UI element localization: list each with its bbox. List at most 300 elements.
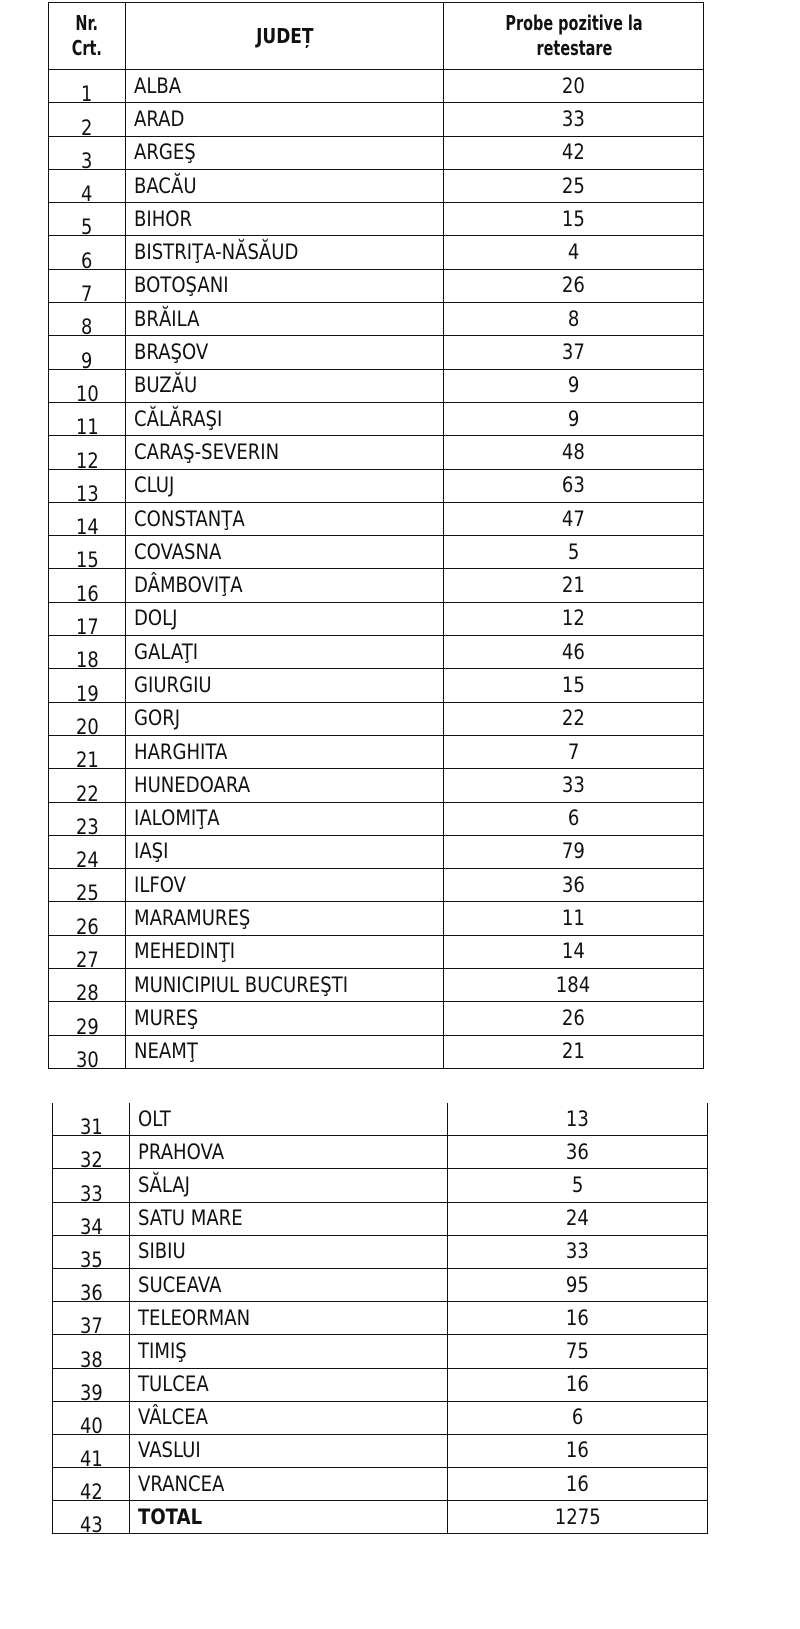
table-row (49, 70, 704, 103)
table-row (49, 236, 704, 269)
cell-value-text: 15 (561, 672, 585, 697)
table-row (49, 602, 704, 635)
cell-judet (126, 436, 444, 469)
cell-value-text: 184 (556, 972, 591, 997)
cell-nr-text: 28 (75, 981, 99, 1002)
cell-judet (130, 1302, 448, 1335)
cell-value (448, 1302, 708, 1335)
cell-value (444, 569, 704, 602)
cell-nr (49, 769, 126, 802)
cell-value-text: 21 (561, 1039, 585, 1064)
cell-judet (126, 935, 444, 968)
cell-nr-text: 42 (79, 1480, 103, 1501)
cell-value (444, 669, 704, 702)
cell-value (444, 469, 704, 502)
table-row (53, 1169, 708, 1202)
table-row (49, 802, 704, 835)
cell-nr-text: 21 (75, 748, 99, 769)
cell-nr-text: 29 (75, 1014, 99, 1036)
cell-judet (126, 203, 444, 236)
cell-judet-text: CĂLĂRAŞI (134, 406, 223, 431)
cell-nr (49, 969, 126, 1002)
cell-nr-text: 12 (75, 448, 99, 470)
cell-nr-text: 27 (75, 948, 99, 969)
cell-judet (126, 869, 444, 902)
cell-value-text: 95 (565, 1272, 589, 1297)
cell-nr-text: 18 (75, 648, 99, 669)
cell-judet-text: DOLJ (134, 606, 178, 631)
cell-nr (53, 1136, 130, 1169)
cell-value (444, 70, 704, 103)
cell-judet-text: BRAŞOV (134, 340, 209, 365)
cell-judet (126, 969, 444, 1002)
cell-judet-text: ALBA (134, 73, 182, 98)
cell-judet-text: ARGEŞ (134, 140, 196, 165)
cell-value-text: 7 (567, 739, 580, 764)
cell-judet (130, 1401, 448, 1434)
cell-value (448, 1235, 708, 1268)
cell-judet-text: BIHOR (134, 206, 193, 231)
cell-value (444, 103, 704, 136)
header-judet-label: JUDEȚ (255, 23, 314, 48)
cell-value (444, 502, 704, 535)
cell-value-text: 16 (565, 1438, 589, 1463)
cell-judet (126, 103, 444, 136)
table-row (49, 636, 704, 669)
cell-nr-text: 19 (75, 681, 99, 703)
cell-judet (126, 1035, 444, 1068)
table-row (53, 1368, 708, 1401)
cell-judet (126, 336, 444, 369)
table-row (49, 136, 704, 169)
cell-nr (49, 902, 126, 935)
cell-value (444, 802, 704, 835)
cell-judet-text: HUNEDOARA (134, 772, 251, 797)
table-row (53, 1302, 708, 1335)
cell-value-text: 12 (561, 606, 585, 631)
cell-nr-text: 26 (75, 914, 99, 936)
cell-nr (49, 469, 126, 502)
cell-nr-text: 37 (79, 1314, 103, 1335)
cell-value-text: 33 (561, 106, 585, 131)
cell-judet-text: PRAHOVA (138, 1139, 225, 1164)
header-nr-line2: Crt. (71, 36, 103, 60)
cell-value (444, 835, 704, 868)
cell-judet-text: MARAMUREŞ (134, 906, 251, 931)
cell-judet-text: CLUJ (134, 473, 175, 498)
cell-nr-text: 8 (81, 315, 93, 336)
cell-nr (49, 869, 126, 902)
cell-value-text: 22 (561, 706, 585, 731)
cell-nr (49, 336, 126, 369)
cell-value-text: 46 (561, 639, 585, 664)
cell-value-text: 75 (565, 1338, 589, 1363)
cell-value-text: 8 (567, 306, 580, 331)
cell-value (444, 136, 704, 169)
cell-value (444, 869, 704, 902)
cell-nr (49, 1035, 126, 1068)
cell-value-text: 16 (565, 1471, 589, 1496)
cell-judet-text: GORJ (134, 706, 181, 731)
counties-table-part-2 (52, 1103, 708, 1534)
cell-value-text: 5 (567, 539, 580, 564)
cell-nr (49, 269, 126, 302)
cell-value-text: 25 (561, 173, 585, 198)
cell-nr-text: 10 (75, 381, 99, 403)
cell-judet-text: MEHEDINŢI (134, 939, 236, 964)
table-row (49, 935, 704, 968)
cell-nr (53, 1468, 130, 1501)
table-row (53, 1103, 708, 1136)
table-header-row (49, 3, 704, 70)
cell-value (448, 1136, 708, 1169)
cell-nr (49, 569, 126, 602)
cell-judet (130, 1434, 448, 1467)
cell-value (444, 536, 704, 569)
cell-value-text: 48 (561, 439, 585, 464)
cell-judet-text: ARAD (134, 106, 185, 131)
cell-judet (130, 1368, 448, 1401)
cell-nr-text: 39 (79, 1380, 103, 1402)
cell-judet (130, 1235, 448, 1268)
cell-judet-text: MUNICIPIUL BUCUREŞTI (134, 972, 349, 997)
header-probe-line1: Probe pozitive la (504, 11, 643, 35)
table-row (49, 402, 704, 435)
cell-value-text: 13 (565, 1106, 589, 1131)
cell-value (444, 969, 704, 1002)
table-row (49, 769, 704, 802)
cell-value-text: 21 (561, 573, 585, 598)
cell-judet (130, 1501, 448, 1534)
cell-judet-text: TOTAL (138, 1504, 203, 1529)
cell-value-text: 79 (561, 839, 585, 864)
table-row (49, 103, 704, 136)
cell-value (444, 369, 704, 402)
cell-judet (126, 569, 444, 602)
cell-nr-text: 6 (81, 248, 93, 270)
cell-value (444, 735, 704, 768)
cell-nr (49, 669, 126, 702)
cell-value-text: 5 (571, 1172, 584, 1197)
cell-nr-text: 23 (75, 814, 99, 836)
cell-nr-text: 31 (79, 1115, 103, 1136)
cell-nr (49, 203, 126, 236)
cell-nr (49, 835, 126, 868)
cell-value-text: 26 (561, 1005, 585, 1030)
cell-value (444, 269, 704, 302)
cell-nr (49, 402, 126, 435)
cell-value-text: 47 (561, 506, 585, 531)
cell-judet-text: SUCEAVA (138, 1272, 222, 1297)
cell-nr-text: 25 (75, 881, 99, 902)
cell-judet-text: BUZĂU (134, 373, 198, 398)
cell-judet (130, 1103, 448, 1136)
table-row (49, 303, 704, 336)
cell-judet-text: SIBIU (138, 1239, 186, 1264)
cell-judet (126, 702, 444, 735)
cell-nr-text: 2 (81, 115, 93, 137)
cell-value-text: 33 (561, 772, 585, 797)
cell-nr (53, 1302, 130, 1335)
cell-judet-text: SĂLAJ (138, 1172, 190, 1197)
cell-value (448, 1468, 708, 1501)
cell-nr (53, 1103, 130, 1136)
cell-judet (130, 1268, 448, 1301)
cell-nr-text: 1 (81, 82, 93, 103)
cell-nr (53, 1335, 130, 1368)
cell-judet (126, 169, 444, 202)
table-row (49, 1035, 704, 1068)
cell-judet-text: BRĂILA (134, 306, 200, 331)
cell-judet (126, 402, 444, 435)
cell-nr (53, 1434, 130, 1467)
cell-nr (49, 502, 126, 535)
cell-value-text: 9 (567, 373, 580, 398)
table-row (49, 1002, 704, 1035)
cell-nr-text: 20 (75, 714, 99, 736)
cell-nr (53, 1268, 130, 1301)
table-row (49, 169, 704, 202)
table-row (49, 269, 704, 302)
cell-nr (49, 536, 126, 569)
header-nr-line1: Nr. (75, 11, 99, 35)
cell-nr-text: 4 (81, 182, 93, 203)
cell-nr (49, 103, 126, 136)
cell-value-text: 9 (567, 406, 580, 431)
cell-judet (126, 802, 444, 835)
cell-nr-text: 40 (79, 1413, 103, 1435)
cell-value-text: 14 (561, 939, 585, 964)
cell-judet (130, 1202, 448, 1235)
table-row (49, 869, 704, 902)
table-row (53, 1202, 708, 1235)
cell-judet-text: TULCEA (138, 1372, 209, 1397)
header-probe-pozitive (444, 3, 704, 70)
table-row (49, 969, 704, 1002)
cell-value-text: 24 (565, 1206, 589, 1231)
cell-judet (126, 636, 444, 669)
total-row (53, 1501, 708, 1534)
table-row (53, 1268, 708, 1301)
table-row (53, 1235, 708, 1268)
cell-value-text: 26 (561, 273, 585, 298)
cell-judet-text: VRANCEA (138, 1471, 225, 1496)
cell-judet (126, 136, 444, 169)
cell-nr (49, 136, 126, 169)
table-body-part-1 (49, 70, 704, 1069)
cell-nr-text: 11 (75, 415, 99, 436)
table-row (53, 1335, 708, 1368)
cell-judet-text: IAŞI (134, 839, 169, 864)
table-row (53, 1434, 708, 1467)
cell-nr-text: 3 (81, 148, 93, 170)
cell-judet-text: GIURGIU (134, 672, 212, 697)
cell-judet-text: CONSTANŢA (134, 506, 245, 531)
cell-judet (126, 735, 444, 768)
cell-value (444, 436, 704, 469)
cell-value-text: 20 (561, 73, 585, 98)
table-row (49, 436, 704, 469)
cell-judet (126, 1002, 444, 1035)
cell-judet-text: IALOMIŢA (134, 806, 220, 831)
cell-nr (49, 236, 126, 269)
header-nr-crt (49, 3, 126, 70)
table-row (49, 536, 704, 569)
cell-value (444, 203, 704, 236)
cell-nr-text: 43 (79, 1513, 103, 1534)
cell-nr-text: 30 (75, 1047, 99, 1069)
cell-value-text: 42 (561, 140, 585, 165)
cell-value (448, 1202, 708, 1235)
cell-nr-text: 41 (79, 1447, 103, 1468)
cell-nr-text: 17 (75, 615, 99, 636)
cell-value (444, 636, 704, 669)
cell-judet-text: DÂMBOVIŢA (134, 573, 243, 598)
cell-judet (126, 536, 444, 569)
cell-value-text: 16 (565, 1372, 589, 1397)
table-row (49, 569, 704, 602)
cell-nr-text: 5 (81, 215, 93, 236)
cell-nr (49, 436, 126, 469)
cell-value (444, 902, 704, 935)
cell-value (444, 935, 704, 968)
cell-judet (126, 902, 444, 935)
cell-nr (49, 602, 126, 635)
cell-judet (126, 602, 444, 635)
cell-judet (130, 1136, 448, 1169)
cell-nr (49, 1002, 126, 1035)
table-row (49, 369, 704, 402)
cell-nr (53, 1401, 130, 1434)
table-row (49, 902, 704, 935)
cell-value (448, 1368, 708, 1401)
cell-judet-text: TIMIŞ (138, 1338, 187, 1363)
cell-nr (53, 1235, 130, 1268)
table-row (53, 1401, 708, 1434)
cell-nr-text: 33 (79, 1181, 103, 1203)
cell-nr-text: 7 (81, 282, 93, 303)
cell-judet-text: MUREŞ (134, 1005, 199, 1030)
cell-judet (126, 236, 444, 269)
cell-judet-text: GALAŢI (134, 639, 199, 664)
cell-value-text: 36 (565, 1139, 589, 1164)
cell-judet (130, 1468, 448, 1501)
cell-value (448, 1103, 708, 1136)
cell-judet-text: VÂLCEA (138, 1405, 208, 1430)
cell-value (448, 1335, 708, 1368)
cell-judet (126, 835, 444, 868)
table-body-part-2 (53, 1103, 708, 1534)
cell-judet (126, 303, 444, 336)
cell-nr (49, 369, 126, 402)
table-row (49, 669, 704, 702)
cell-nr-text: 32 (79, 1148, 103, 1169)
header-judet (126, 3, 444, 70)
cell-value-text: 15 (561, 206, 585, 231)
cell-nr (49, 169, 126, 202)
cell-value-text: 11 (561, 906, 585, 931)
cell-value (444, 303, 704, 336)
cell-value (444, 169, 704, 202)
table-row (49, 735, 704, 768)
cell-value (448, 1434, 708, 1467)
table-row (53, 1468, 708, 1501)
cell-judet (126, 669, 444, 702)
cell-nr (49, 935, 126, 968)
cell-nr (53, 1368, 130, 1401)
cell-value (444, 1002, 704, 1035)
cell-nr (49, 735, 126, 768)
cell-nr (49, 636, 126, 669)
cell-judet-text: TELEORMAN (138, 1305, 251, 1330)
table-row (49, 702, 704, 735)
cell-value (444, 769, 704, 802)
cell-judet-text: NEAMŢ (134, 1039, 198, 1064)
table-row (49, 502, 704, 535)
cell-value (448, 1501, 708, 1534)
cell-nr (49, 702, 126, 735)
cell-judet-text: ILFOV (134, 872, 187, 897)
cell-judet-text: OLT (138, 1106, 171, 1131)
cell-nr (49, 802, 126, 835)
table-row (49, 835, 704, 868)
cell-nr-text: 16 (75, 581, 99, 603)
table-row (49, 203, 704, 236)
cell-nr-text: 22 (75, 781, 99, 803)
cell-judet-text: SATU MARE (138, 1206, 243, 1231)
cell-value (444, 336, 704, 369)
cell-nr-text: 24 (75, 848, 99, 869)
cell-value (444, 402, 704, 435)
cell-judet-text: HARGHITA (134, 739, 228, 764)
cell-value-text: 33 (565, 1239, 589, 1264)
cell-value (448, 1268, 708, 1301)
header-probe-line2: retestare (535, 36, 612, 60)
cell-judet (126, 502, 444, 535)
cell-nr-text: 36 (79, 1281, 103, 1302)
cell-value-text: 16 (565, 1305, 589, 1330)
table-row (49, 469, 704, 502)
cell-nr-text: 9 (81, 348, 93, 370)
counties-table-part-1 (48, 2, 704, 1069)
cell-value (444, 236, 704, 269)
cell-judet-text: COVASNA (134, 539, 222, 564)
cell-value (448, 1169, 708, 1202)
cell-value (444, 602, 704, 635)
cell-nr-text: 35 (79, 1247, 103, 1269)
cell-nr (53, 1501, 130, 1534)
cell-judet (126, 369, 444, 402)
cell-value (448, 1401, 708, 1434)
cell-nr-text: 13 (75, 481, 99, 503)
cell-judet (126, 769, 444, 802)
cell-judet (130, 1169, 448, 1202)
cell-judet (130, 1335, 448, 1368)
cell-judet (126, 469, 444, 502)
cell-nr-text: 34 (79, 1214, 103, 1236)
cell-nr (53, 1169, 130, 1202)
cell-value-text: 4 (567, 240, 580, 265)
cell-judet (126, 70, 444, 103)
cell-value-text: 36 (561, 872, 585, 897)
cell-value (444, 702, 704, 735)
cell-value-text: 37 (561, 340, 585, 365)
cell-value-text: 63 (561, 473, 585, 498)
cell-value-text: 1275 (554, 1504, 601, 1529)
cell-value (444, 1035, 704, 1068)
table-row (53, 1136, 708, 1169)
cell-nr-text: 15 (75, 548, 99, 569)
